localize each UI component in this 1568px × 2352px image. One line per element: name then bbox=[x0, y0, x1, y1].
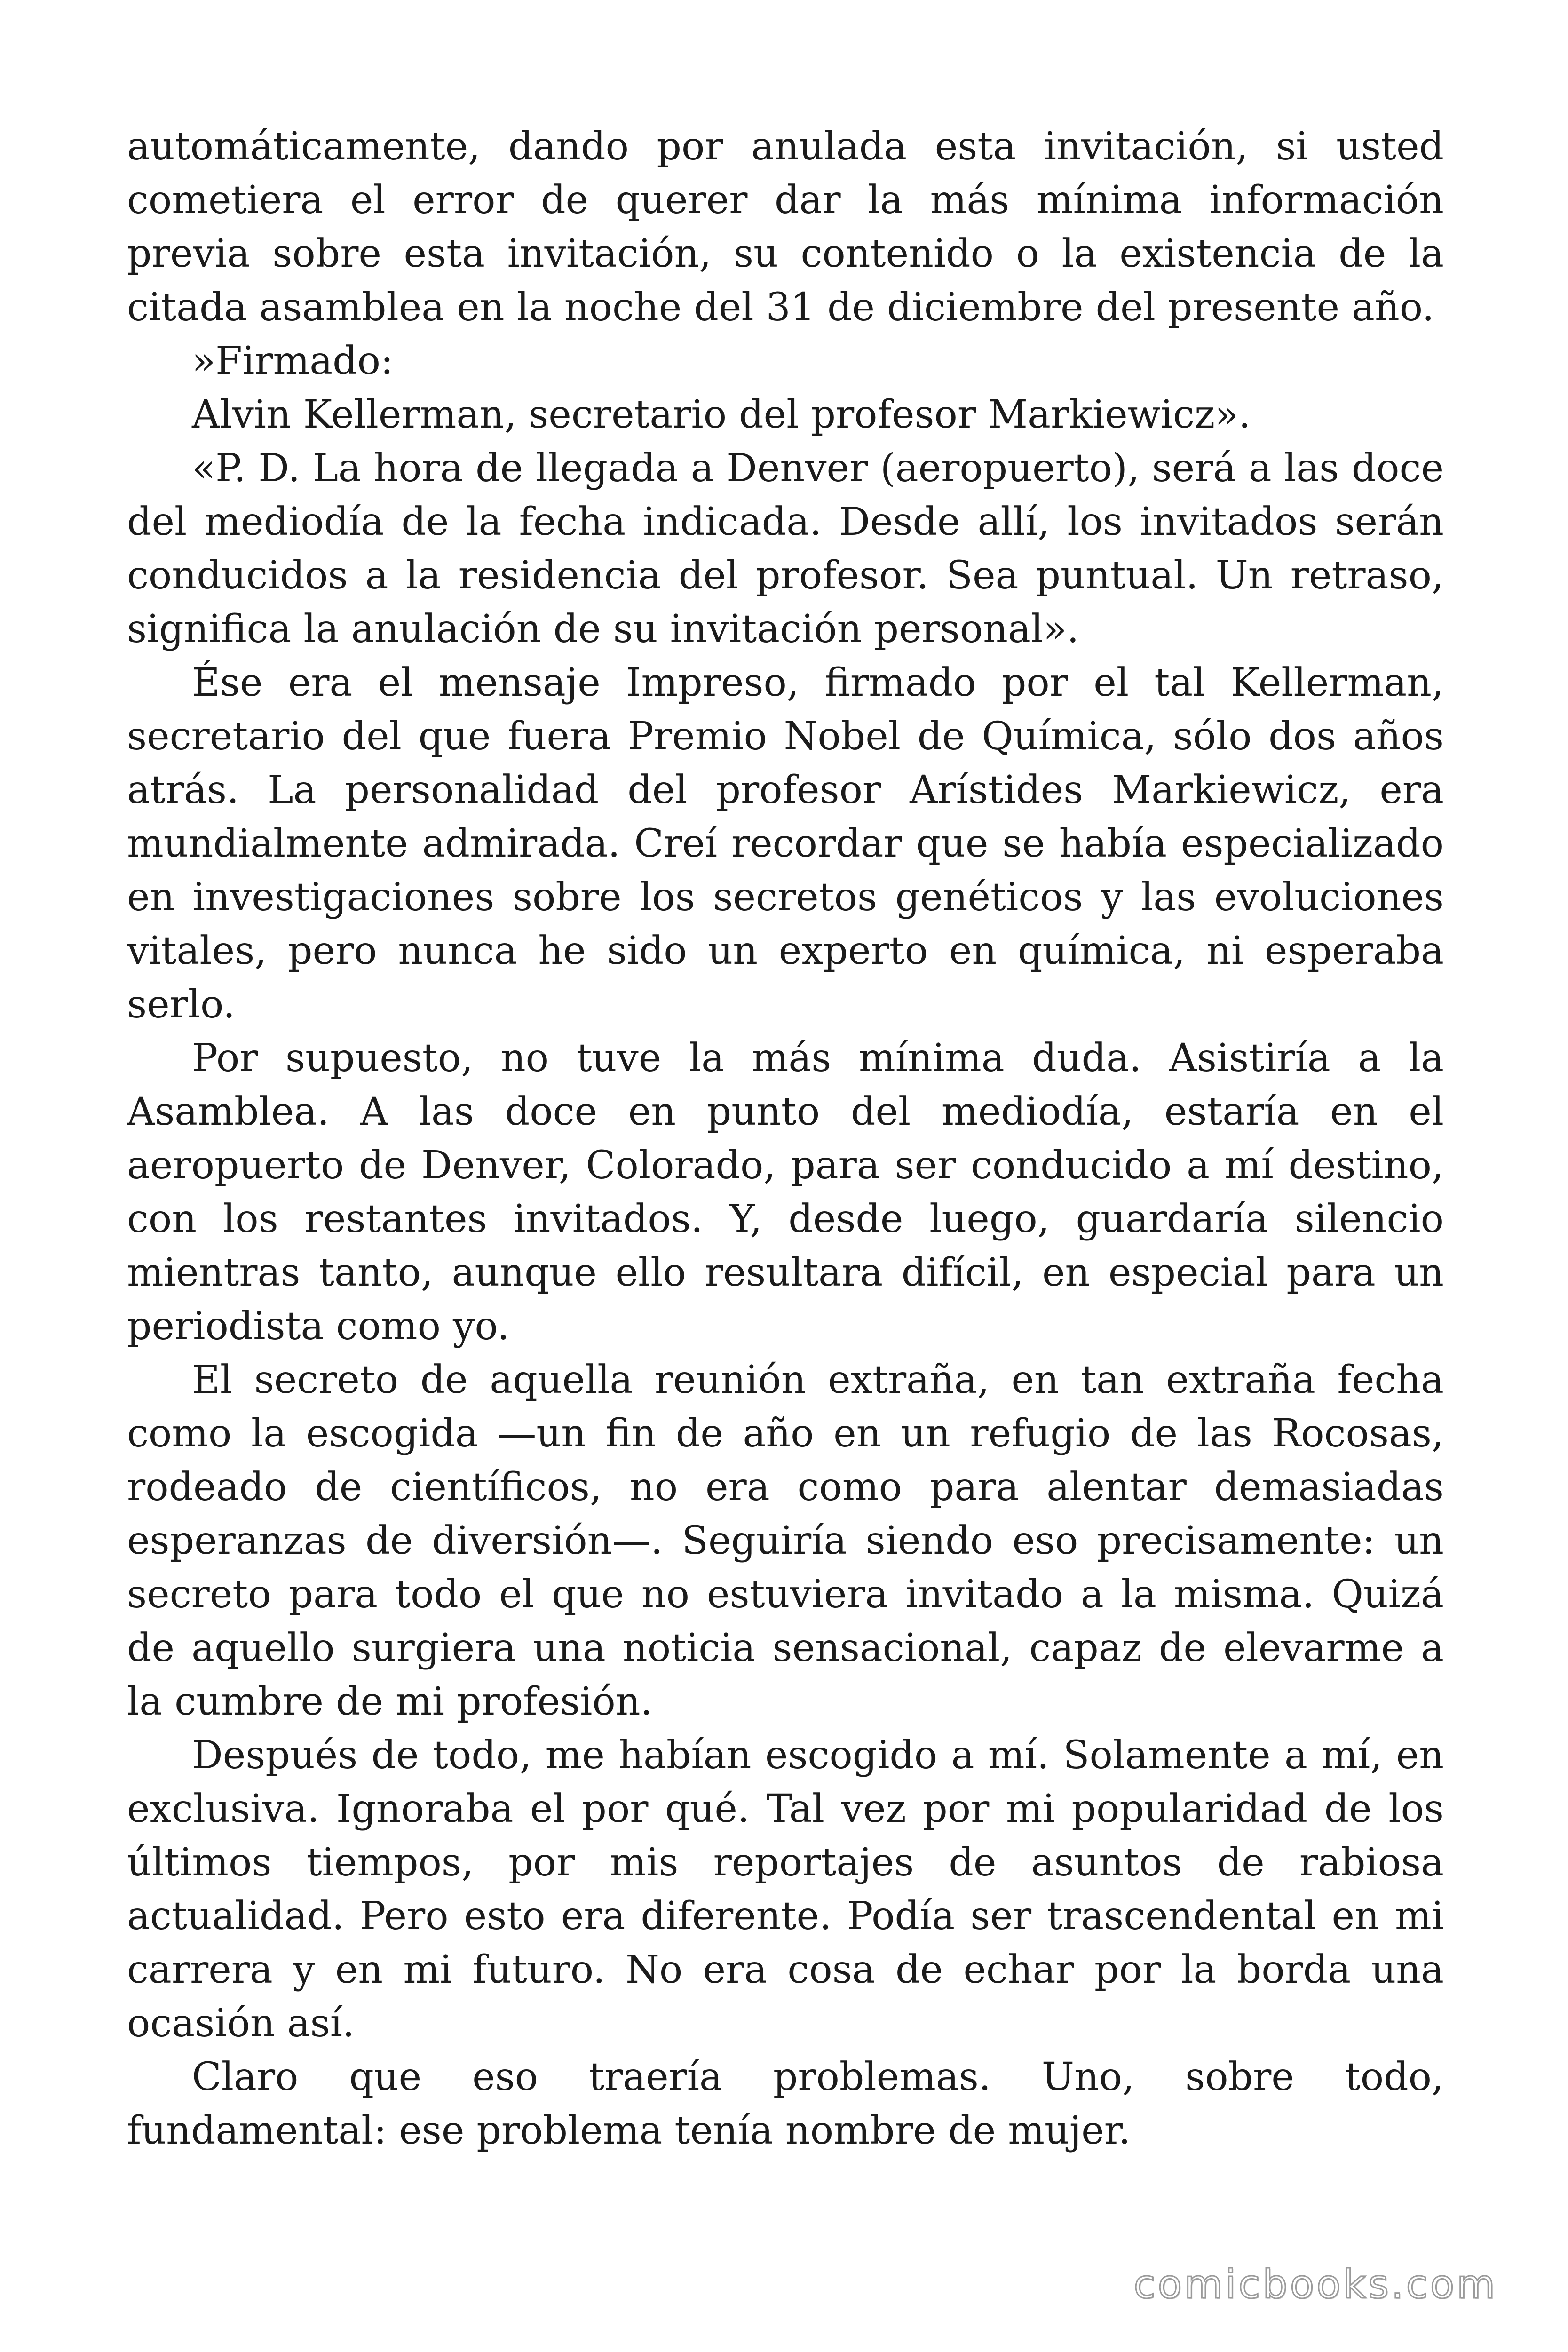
paragraph: Por supuesto, no tuve la más mínima duda. Asistiría a la Asamblea. A las doce en punto del mediodía, estaría en el aeropuerto de Denver, Colorado, para ser conducido a mí destino, con los restantes invitados. Y, desde luego, guardaría silencio mientras tanto, aunque ello resultara difícil, en especial para un periodista como yo. bbox=[127, 1036, 1444, 1349]
paragraph-signature-name: Alvin Kellerman, secretario del profesor Markiewicz». bbox=[192, 392, 1251, 437]
watermark-logo: comicbooks.com bbox=[1133, 2261, 1497, 2307]
book-page-text bbox=[127, 120, 1444, 2158]
paragraph: Claro que eso traería problemas. Uno, sobre todo, fundamental: ese problema tenía nombre de mujer. bbox=[127, 2055, 1444, 2153]
paragraph: Después de todo, me habían escogido a mí. Solamente a mí, en exclusiva. Ignoraba el por qué. Tal vez por mi popularidad de los últimos tiempos, por mis reportajes de asuntos de rabiosa actualidad. Pero esto era diferente. Podía ser trascendental en mi carrera y en mi futuro. No era cosa de echar por la borda una ocasión así. bbox=[127, 1733, 1444, 2046]
paragraph-continuation: automáticamente, dando por anulada esta invitación, si usted cometiera el error de querer dar la más mínima información previa sobre esta invitación, su contenido o la existencia de la citada asamblea en la noche del 31 de diciembre del presente año. bbox=[127, 124, 1444, 330]
paragraph: Ése era el mensaje Impreso, firmado por el tal Kellerman, secretario del que fuera Premio Nobel de Química, sólo dos años atrás. La personalidad del profesor Arístides Markiewicz, era mundialmente admirada. Creí recordar que se había especializado en investigaciones sobre los secretos genéticos y las evoluciones vitales, pero nunca he sido un experto en química, ni esperaba serlo. bbox=[127, 660, 1444, 1027]
paragraph: El secreto de aquella reunión extraña, en tan extraña fecha como la escogida —un fin de año en un refugio de las Rocosas, rodeado de científicos, no era como para alentar demasiadas esperanzas de diversión—. Seguiría siendo eso precisamente: un secreto para todo el que no estuviera invitado a la misma. Quizá de aquello surgiera una noticia sensacional, capaz de elevarme a la cumbre de mi profesión. bbox=[127, 1358, 1444, 1724]
paragraph-signature-label: »Firmado: bbox=[192, 339, 394, 383]
paragraph-postscript: «P. D. La hora de llegada a Denver (aeropuerto), será a las doce del mediodía de la fecha indicada. Desde allí, los invitados serán conducidos a la residencia del profesor. Sea puntual. Un retraso, significa la anulación de su invitación personal». bbox=[127, 446, 1444, 652]
